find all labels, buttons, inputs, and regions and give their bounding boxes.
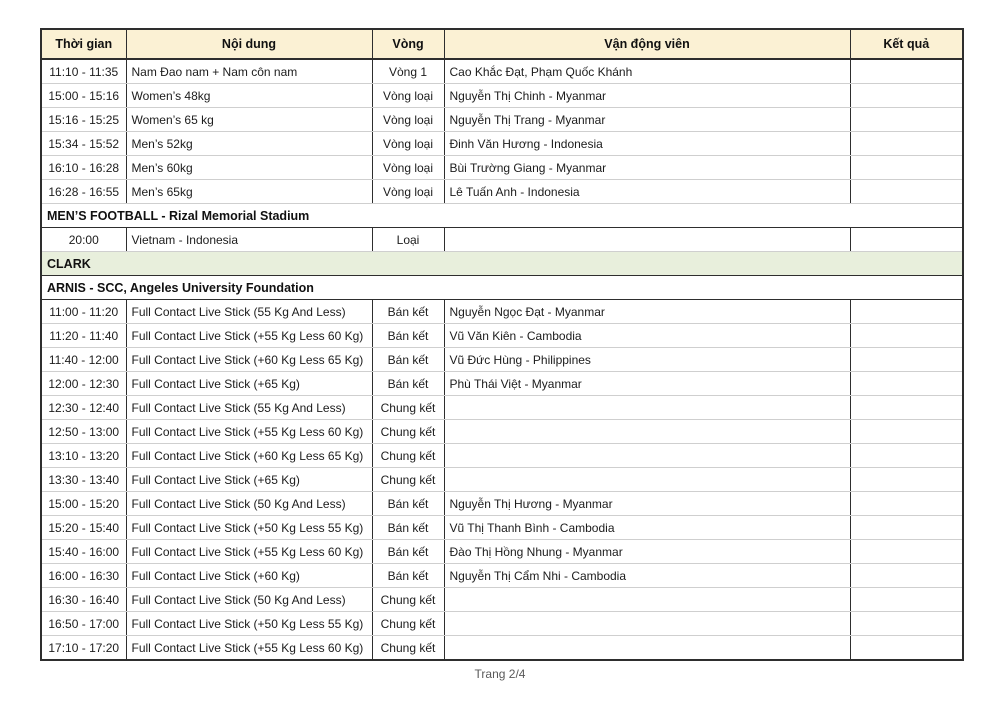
table-row [41, 108, 963, 132]
time-cell: 20:00 [41, 228, 126, 252]
table-row [41, 540, 963, 564]
event-cell: Men’s 52kg [126, 132, 372, 156]
round-cell: Chung kết [372, 588, 444, 612]
event-cell: Full Contact Live Stick (+55 Kg Less 60 Kg) [126, 540, 372, 564]
result-cell [850, 108, 963, 132]
table-row [41, 180, 963, 204]
section-row [41, 276, 963, 300]
header-time: Thời gian [41, 29, 126, 59]
round-cell: Chung kết [372, 468, 444, 492]
time-cell: 15:00 - 15:20 [41, 492, 126, 516]
result-cell [850, 228, 963, 252]
table-row [41, 372, 963, 396]
page-number: Trang 2/4 [474, 667, 526, 681]
round-cell: Bán kết [372, 324, 444, 348]
table-row [41, 156, 963, 180]
round-cell: Loại [372, 228, 444, 252]
time-cell: 11:00 - 11:20 [41, 300, 126, 324]
time-cell: 11:20 - 11:40 [41, 324, 126, 348]
time-cell: 16:10 - 16:28 [41, 156, 126, 180]
event-cell: Full Contact Live Stick (+50 Kg Less 55 Kg) [126, 612, 372, 636]
table-row [41, 444, 963, 468]
round-cell: Vòng 1 [372, 59, 444, 84]
round-cell: Bán kết [372, 300, 444, 324]
section-label: CLARK [41, 252, 963, 276]
event-cell: Full Contact Live Stick (+55 Kg Less 60 Kg) [126, 324, 372, 348]
event-cell: Vietnam - Indonesia [126, 228, 372, 252]
athletes-cell: Vũ Văn Kiên - Cambodia [444, 324, 850, 348]
result-cell [850, 132, 963, 156]
table-row [41, 84, 963, 108]
time-cell: 17:10 - 17:20 [41, 636, 126, 661]
result-cell [850, 540, 963, 564]
round-cell: Vòng loại [372, 132, 444, 156]
event-cell: Full Contact Live Stick (+55 Kg Less 60 Kg) [126, 420, 372, 444]
table-row [41, 132, 963, 156]
time-cell: 12:30 - 12:40 [41, 396, 126, 420]
event-cell: Full Contact Live Stick (+50 Kg Less 55 Kg) [126, 516, 372, 540]
table-row [41, 468, 963, 492]
athletes-cell: Nguyễn Thị Cẩm Nhi - Cambodia [444, 564, 850, 588]
result-cell [850, 324, 963, 348]
time-cell: 13:10 - 13:20 [41, 444, 126, 468]
round-cell: Bán kết [372, 372, 444, 396]
event-cell: Full Contact Live Stick (+65 Kg) [126, 468, 372, 492]
athletes-cell: Lê Tuấn Anh - Indonesia [444, 180, 850, 204]
result-cell [850, 84, 963, 108]
schedule-table [40, 28, 964, 661]
result-cell [850, 492, 963, 516]
time-cell: 16:30 - 16:40 [41, 588, 126, 612]
result-cell [850, 420, 963, 444]
athletes-cell: Phù Thái Việt - Myanmar [444, 372, 850, 396]
table-row [41, 324, 963, 348]
athletes-cell [444, 420, 850, 444]
result-cell [850, 636, 963, 661]
table-body [41, 59, 963, 660]
athletes-cell [444, 588, 850, 612]
table-row [41, 348, 963, 372]
event-cell: Full Contact Live Stick (50 Kg And Less) [126, 492, 372, 516]
round-cell: Bán kết [372, 540, 444, 564]
header-round: Vòng [372, 29, 444, 59]
event-cell: Full Contact Live Stick (+55 Kg Less 60 Kg) [126, 636, 372, 661]
result-cell [850, 180, 963, 204]
time-cell: 12:00 - 12:30 [41, 372, 126, 396]
athletes-cell: Vũ Thị Thanh Bình - Cambodia [444, 516, 850, 540]
athletes-cell: Nguyễn Ngọc Đạt - Myanmar [444, 300, 850, 324]
athletes-cell [444, 228, 850, 252]
event-cell: Full Contact Live Stick (+60 Kg Less 65 Kg) [126, 444, 372, 468]
event-cell: Full Contact Live Stick (50 Kg And Less) [126, 588, 372, 612]
table-header [41, 29, 963, 59]
event-cell: Women’s 65 kg [126, 108, 372, 132]
round-cell: Bán kết [372, 348, 444, 372]
result-cell [850, 300, 963, 324]
result-cell [850, 468, 963, 492]
athletes-cell: Nguyễn Thị Chinh - Myanmar [444, 84, 850, 108]
table-row [41, 59, 963, 84]
result-cell [850, 516, 963, 540]
time-cell: 15:20 - 15:40 [41, 516, 126, 540]
result-cell [850, 372, 963, 396]
table-row [41, 588, 963, 612]
result-cell [850, 588, 963, 612]
section-row [41, 252, 963, 276]
athletes-cell: Bùi Trường Giang - Myanmar [444, 156, 850, 180]
athletes-cell: Vũ Đức Hùng - Philippines [444, 348, 850, 372]
header-result: Kết quả [850, 29, 963, 59]
event-cell: Women’s 48kg [126, 84, 372, 108]
time-cell: 16:50 - 17:00 [41, 612, 126, 636]
time-cell: 15:34 - 15:52 [41, 132, 126, 156]
athletes-cell [444, 444, 850, 468]
round-cell: Chung kết [372, 396, 444, 420]
athletes-cell: Cao Khắc Đạt, Phạm Quốc Khánh [444, 59, 850, 84]
header-athlete: Vận động viên [444, 29, 850, 59]
time-cell: 12:50 - 13:00 [41, 420, 126, 444]
table-row [41, 396, 963, 420]
event-cell: Full Contact Live Stick (+65 Kg) [126, 372, 372, 396]
result-cell [850, 348, 963, 372]
event-cell: Full Contact Live Stick (55 Kg And Less) [126, 396, 372, 420]
athletes-cell: Nguyễn Thị Hương - Myanmar [444, 492, 850, 516]
event-cell: Men’s 60kg [126, 156, 372, 180]
result-cell [850, 564, 963, 588]
athletes-cell [444, 612, 850, 636]
header-row [41, 29, 963, 59]
round-cell: Bán kết [372, 564, 444, 588]
round-cell: Chung kết [372, 444, 444, 468]
event-cell: Men’s 65kg [126, 180, 372, 204]
athletes-cell [444, 636, 850, 661]
round-cell: Vòng loại [372, 156, 444, 180]
time-cell: 11:40 - 12:00 [41, 348, 126, 372]
time-cell: 13:30 - 13:40 [41, 468, 126, 492]
table-row [41, 300, 963, 324]
round-cell: Chung kết [372, 636, 444, 661]
time-cell: 16:28 - 16:55 [41, 180, 126, 204]
round-cell: Vòng loại [372, 180, 444, 204]
table-row [41, 420, 963, 444]
table-row [41, 516, 963, 540]
section-label: MEN’S FOOTBALL - Rizal Memorial Stadium [41, 204, 963, 228]
time-cell: 15:16 - 15:25 [41, 108, 126, 132]
result-cell [850, 156, 963, 180]
event-cell: Nam Đao nam + Nam côn nam [126, 59, 372, 84]
table-row [41, 612, 963, 636]
time-cell: 16:00 - 16:30 [41, 564, 126, 588]
result-cell [850, 59, 963, 84]
event-cell: Full Contact Live Stick (+60 Kg) [126, 564, 372, 588]
result-cell [850, 444, 963, 468]
round-cell: Vòng loại [372, 108, 444, 132]
header-content: Nội dung [126, 29, 372, 59]
round-cell: Bán kết [372, 516, 444, 540]
round-cell: Vòng loại [372, 84, 444, 108]
round-cell: Chung kết [372, 420, 444, 444]
result-cell [850, 396, 963, 420]
result-cell [850, 612, 963, 636]
time-cell: 11:10 - 11:35 [41, 59, 126, 84]
athletes-cell: Đinh Văn Hương - Indonesia [444, 132, 850, 156]
time-cell: 15:00 - 15:16 [41, 84, 126, 108]
event-cell: Full Contact Live Stick (+60 Kg Less 65 Kg) [126, 348, 372, 372]
event-cell: Full Contact Live Stick (55 Kg And Less) [126, 300, 372, 324]
table-row [41, 228, 963, 252]
athletes-cell: Đào Thị Hồng Nhung - Myanmar [444, 540, 850, 564]
table-row [41, 564, 963, 588]
section-row [41, 204, 963, 228]
table-row [41, 636, 963, 661]
athletes-cell: Nguyễn Thị Trang - Myanmar [444, 108, 850, 132]
round-cell: Bán kết [372, 492, 444, 516]
round-cell: Chung kết [372, 612, 444, 636]
time-cell: 15:40 - 16:00 [41, 540, 126, 564]
athletes-cell [444, 468, 850, 492]
athletes-cell [444, 396, 850, 420]
table-row [41, 492, 963, 516]
section-label: ARNIS - SCC, Angeles University Foundation [41, 276, 963, 300]
